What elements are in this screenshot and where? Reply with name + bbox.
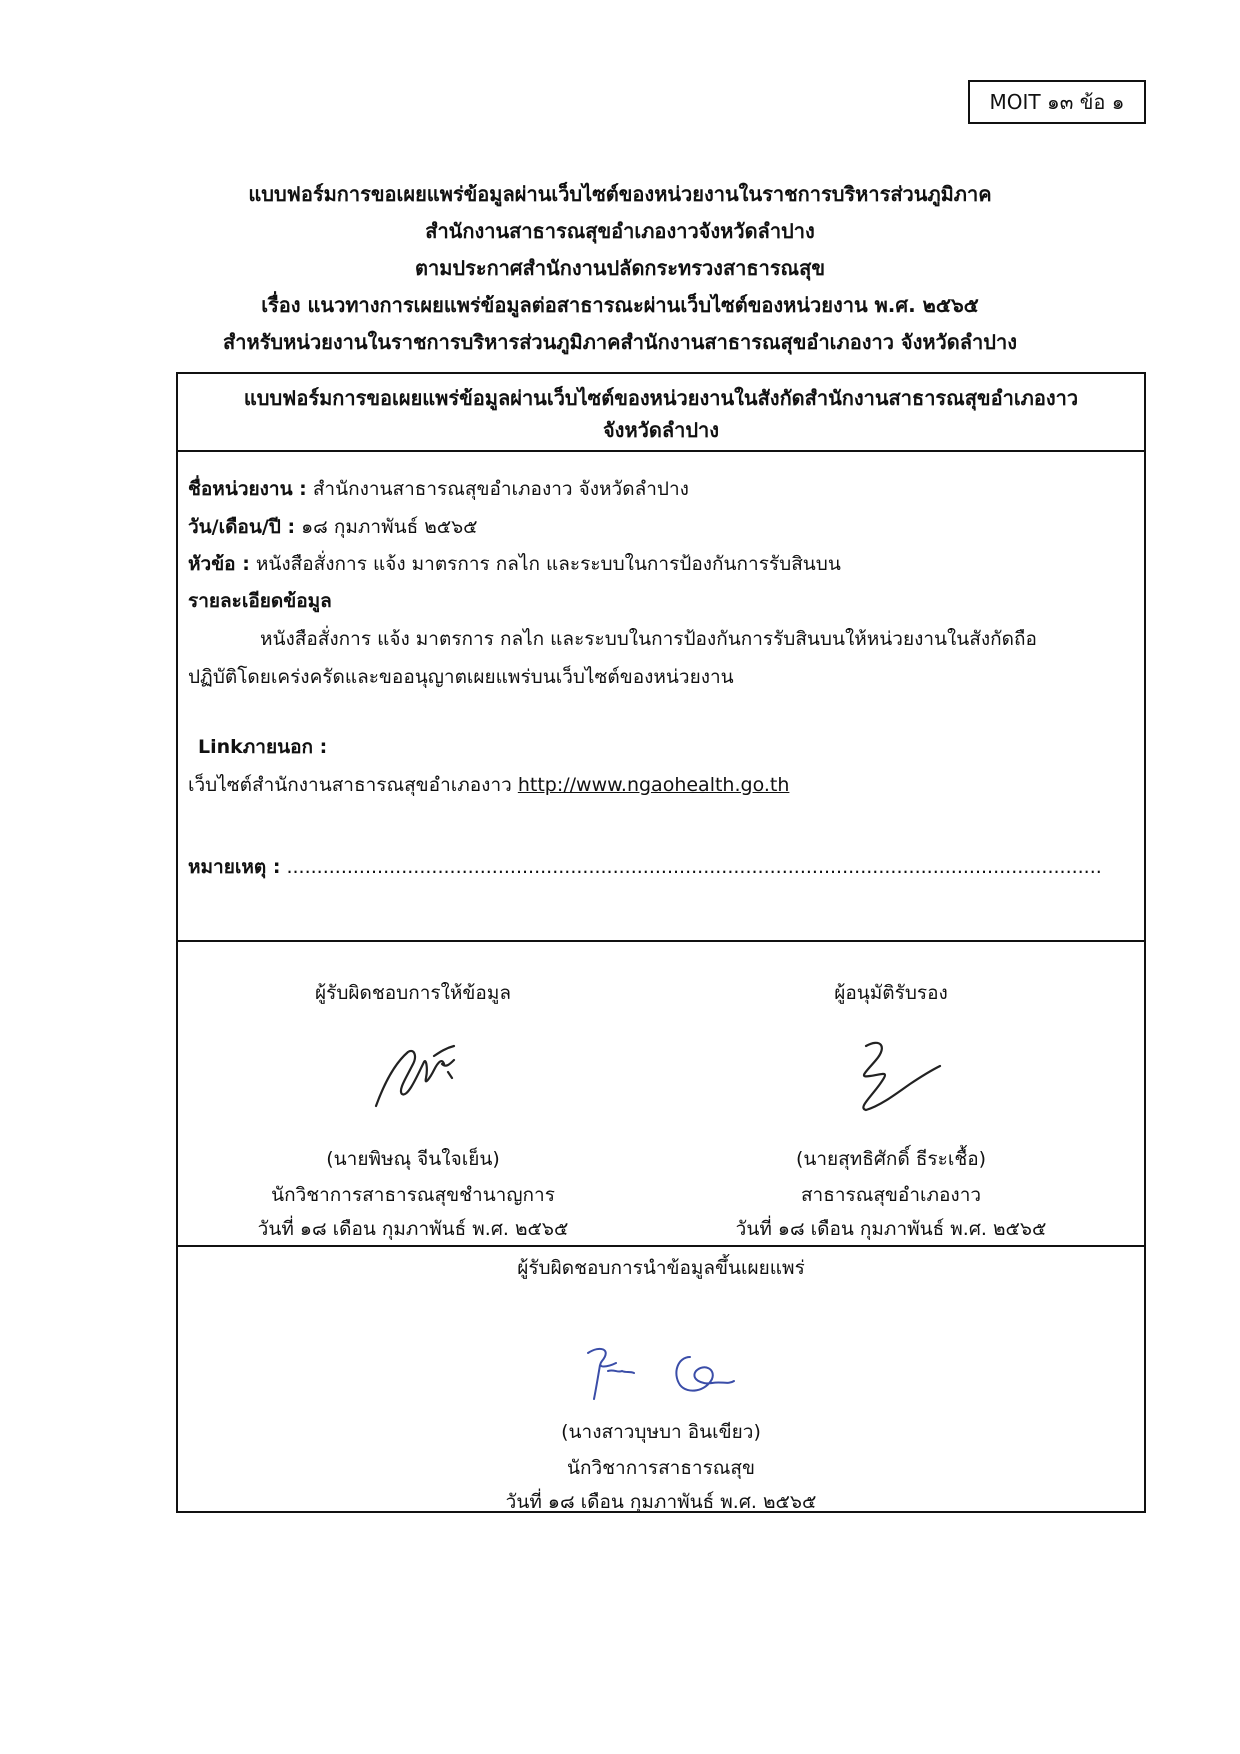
detail-text-line-1: หนังสือสั่งการ แจ้ง มาตรการ กลไก และระบบในการป้องกันการรับสินบนให้หน่วยงานในสังกัดถือ xyxy=(260,628,1037,650)
document-header xyxy=(0,176,1240,361)
approver-signature xyxy=(836,1032,956,1122)
header-line-1: แบบฟอร์มการขอเผยแพร่ข้อมูลผ่านเว็บไซต์ของหน่วยงานในราชการบริหารส่วนภูมิภาค xyxy=(248,182,992,206)
approver-date: วันที่ ๑๘ เดือน กุมภาพันธ์ พ.ศ. ๒๕๖๕ xyxy=(735,1218,1047,1240)
approver-name: (นายสุทธิศักดิ์ ธีระเชื้อ) xyxy=(795,1148,987,1170)
responsible-signature xyxy=(368,1034,468,1114)
website-line xyxy=(188,770,789,800)
responsible-date: วันที่ ๑๘ เดือน กุมภาพันธ์ พ.ศ. ๒๕๖๕ xyxy=(257,1218,569,1240)
document-code-box: MOIT ๑๓ ข้อ ๑ xyxy=(968,80,1146,124)
note-line xyxy=(188,852,1102,882)
publisher-position: นักวิชาการสาธารณสุข xyxy=(566,1457,756,1479)
publisher-heading: ผู้รับผิดชอบการนำข้อมูลขึ้นเผยแพร่ xyxy=(517,1257,805,1279)
detail-label: รายละเอียดข้อมูล xyxy=(188,590,332,612)
header-line-3: ตามประกาศสำนักงานปลัดกระทรวงสาธารณสุข xyxy=(414,256,825,280)
unit-value: สำนักงานสาธารณสุขอำเภองาว จังหวัดลำปาง xyxy=(306,478,689,500)
topic-label: หัวข้อ : xyxy=(188,553,250,575)
date-label: วัน/เดือน/ปี : xyxy=(188,516,296,538)
note-dots: ....................................................................................................................................... xyxy=(280,856,1102,878)
signatures-row xyxy=(178,942,1144,1247)
note-label: หมายเหตุ : xyxy=(188,856,281,878)
form-title-line-2: จังหวัดลำปาง xyxy=(602,418,720,442)
details-row xyxy=(178,452,1144,942)
website-link[interactable]: http://www.ngaohealth.go.th xyxy=(517,774,790,796)
header-line-4: เรื่อง แนวทางการเผยแพร่ข้อมูลต่อสาธารณะผ่านเว็บไซต์ของหน่วยงาน พ.ศ. ๒๕๖๕ xyxy=(261,293,979,317)
detail-text-line-2: ปฏิบัติโดยเคร่งครัดและขออนุญาตเผยแพร่บนเว็บไซต์ของหน่วยงาน xyxy=(188,666,734,688)
responsible-position: นักวิชาการสาธารณสุขชำนาญการ xyxy=(271,1184,555,1206)
topic-value: หนังสือสั่งการ แจ้ง มาตรการ กลไก และระบบในการป้องกันการรับสินบน xyxy=(249,553,841,575)
unit-line xyxy=(188,474,689,504)
topic-line xyxy=(188,549,841,579)
responsible-heading: ผู้รับผิดชอบการให้ข้อมูล xyxy=(315,982,511,1004)
publisher-signature xyxy=(578,1337,758,1407)
publisher-date: วันที่ ๑๘ เดือน กุมภาพันธ์ พ.ศ. ๒๕๖๕ xyxy=(505,1491,817,1513)
form-table xyxy=(176,372,1146,1513)
date-line xyxy=(188,512,478,542)
header-line-2: สำนักงานสาธารณสุขอำเภองาวจังหวัดลำปาง xyxy=(425,219,815,243)
header-line-5: สำหรับหน่วยงานในราชการบริหารส่วนภูมิภาคสำนักงานสาธารณสุขอำเภองาว จังหวัดลำปาง xyxy=(223,330,1017,354)
unit-label: ชื่อหน่วยงาน : xyxy=(188,478,307,500)
approver-heading: ผู้อนุมัติรับรอง xyxy=(834,982,948,1004)
approver-position: สาธารณสุขอำเภองาว xyxy=(800,1184,982,1206)
form-title-line-1: แบบฟอร์มการขอเผยแพร่ข้อมูลผ่านเว็บไซต์ของหน่วยงานในสังกัดสำนักงานสาธารณสุขอำเภองาว xyxy=(243,386,1079,410)
website-label: เว็บไซต์สำนักงานสาธารณสุขอำเภองาว xyxy=(188,774,518,796)
publisher-name: (นางสาวบุษบา อินเขียว) xyxy=(561,1421,761,1443)
responsible-name: (นายพิษณุ จีนใจเย็น) xyxy=(326,1148,500,1170)
date-value: ๑๘ กุมภาพันธ์ ๒๕๖๕ xyxy=(295,516,478,538)
external-link-label: Linkภายนอก : xyxy=(198,736,328,758)
publisher-row xyxy=(178,1247,1144,1513)
form-title-row xyxy=(178,374,1144,452)
